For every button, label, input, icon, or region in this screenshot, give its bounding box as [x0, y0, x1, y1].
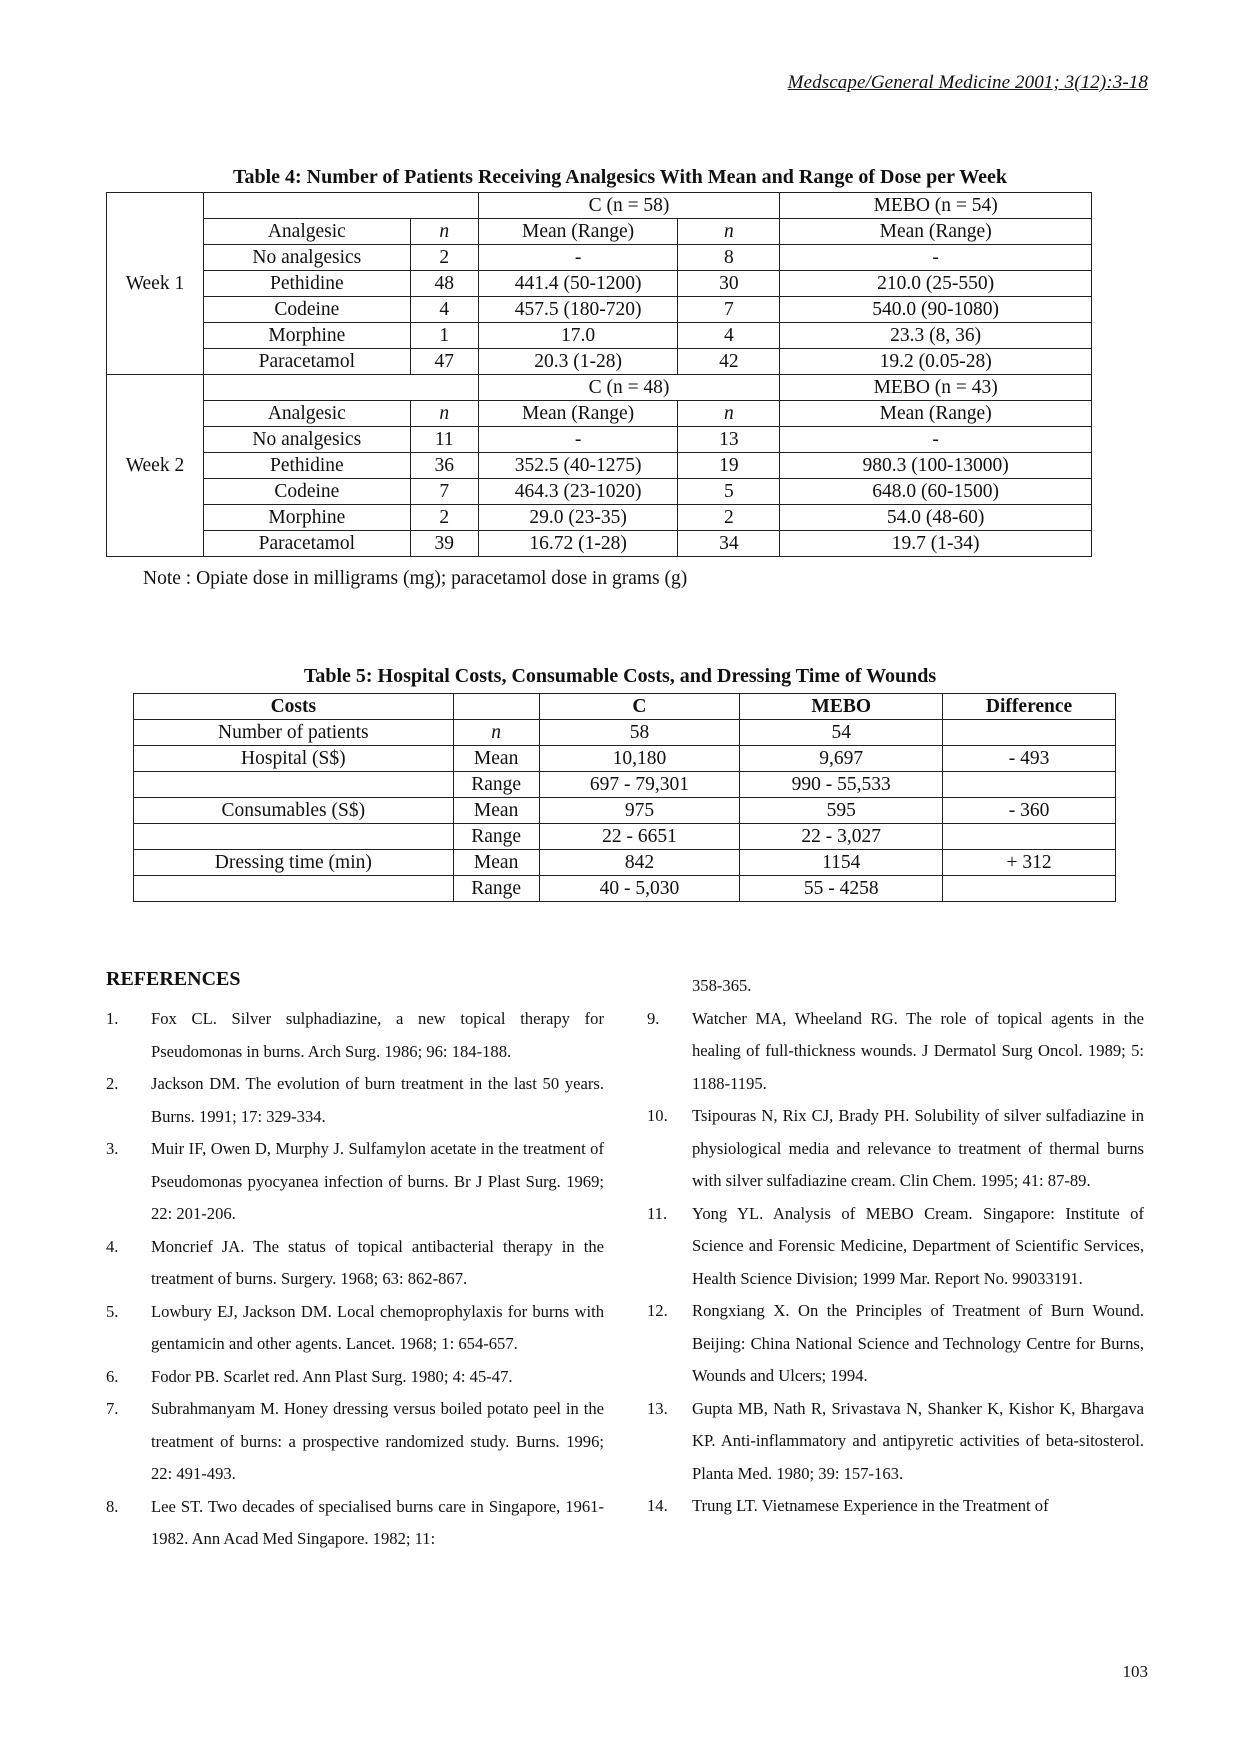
table-row	[107, 219, 1092, 245]
table-row	[107, 401, 1092, 427]
table-row	[107, 245, 1092, 271]
table-row	[107, 375, 1092, 401]
week-label: Week 1	[107, 193, 204, 375]
table-cell: 595	[740, 798, 943, 824]
table-cell: 1154	[740, 850, 943, 876]
reference-continuation	[647, 970, 1144, 1003]
table-cell: 17.0	[478, 323, 678, 349]
table-cell: 19.7 (1-34)	[780, 531, 1092, 557]
table-cell: - 360	[943, 798, 1116, 824]
week-label: Week 2	[107, 375, 204, 557]
reference-list	[647, 1003, 1144, 1523]
reference-text: Tsipouras N, Rix CJ, Brady PH. Solubility of silver sulfadiazine in physiological media and relevance to treatment of thermal burns with silver sulfadiazine cream. Clin Chem. 1995; 41: 87-89.	[692, 1106, 1144, 1190]
table-cell: 980.3 (100-13000)	[780, 453, 1092, 479]
table-cell: + 312	[943, 850, 1116, 876]
reference-text: Trung LT. Vietnamese Experience in the Treatment of	[692, 1496, 1049, 1515]
reference-number: 7.	[106, 1399, 119, 1418]
reference-text: Muir IF, Owen D, Murphy J. Sulfamylon acetate in the treatment of Pseudomonas pyocyanea infection of burns. Br J Plast Surg. 1969; 22: 201-206.	[151, 1139, 604, 1223]
table-cell: 11	[410, 427, 478, 453]
column-header: Analgesic	[203, 401, 410, 427]
table-cell: 842	[539, 850, 740, 876]
reference-number: 11.	[647, 1203, 668, 1223]
row-label: Hospital (S$)	[134, 746, 454, 772]
table-cell: 7	[410, 479, 478, 505]
reference-item	[106, 1068, 604, 1133]
column-header	[453, 694, 539, 720]
table-cell: 990 - 55,533	[740, 772, 943, 798]
table-cell: 8	[678, 245, 780, 271]
reference-number: 8.	[106, 1496, 119, 1516]
table-cell: 975	[539, 798, 740, 824]
row-label	[134, 824, 454, 850]
table-cell: 2	[410, 505, 478, 531]
table-cell: 47	[410, 349, 478, 375]
reference-number: 9.	[647, 1008, 660, 1028]
reference-number: 12.	[647, 1301, 668, 1320]
table-cell: 22 - 6651	[539, 824, 740, 850]
reference-item	[647, 1003, 1144, 1101]
group-header-mebo: MEBO (n = 54)	[780, 193, 1092, 219]
row-label: Dressing time (min)	[134, 850, 454, 876]
table-row	[134, 824, 1116, 850]
table-cell: 40 - 5,030	[539, 876, 740, 902]
column-header: MEBO	[740, 694, 943, 720]
reference-item	[106, 1491, 604, 1556]
reference-item	[106, 1003, 604, 1068]
reference-number: 13.	[647, 1398, 668, 1418]
column-header: n	[410, 219, 478, 245]
table-cell: 352.5 (40-1275)	[478, 453, 678, 479]
table-cell: 697 - 79,301	[539, 772, 740, 798]
reference-number: 10.	[647, 1106, 668, 1125]
column-header: Mean (Range)	[478, 219, 678, 245]
table-cell: 464.3 (23-1020)	[478, 479, 678, 505]
reference-text: Lowbury EJ, Jackson DM. Local chemoprophylaxis for burns with gentamicin and other agents. Lancet. 1968; 1: 654-657.	[151, 1301, 604, 1353]
reference-item	[647, 1490, 1144, 1523]
table-cell: 42	[678, 349, 780, 375]
table-cell: 5	[678, 479, 780, 505]
journal-citation: Medscape/General Medicine 2001; 3(12):3-18	[787, 72, 1148, 93]
table-cell: 10,180	[539, 746, 740, 772]
table-row	[107, 323, 1092, 349]
analgesic-name: Pethidine	[203, 453, 410, 479]
table-cell	[943, 772, 1116, 798]
analgesic-name: Pethidine	[203, 271, 410, 297]
table-row	[134, 798, 1116, 824]
reference-text: Rongxiang X. On the Principles of Treatment of Burn Wound. Beijing: China National Science and Technology Centre for Burns, Wounds and Ulcers; 1994.	[692, 1301, 1144, 1385]
stat-label: Range	[453, 876, 539, 902]
table-cell: -	[478, 245, 678, 271]
table-cell: - 493	[943, 746, 1116, 772]
stat-label: Mean	[453, 798, 539, 824]
table-row	[107, 531, 1092, 557]
table-row	[134, 720, 1116, 746]
table-cell-empty	[203, 193, 478, 219]
table-cell: 36	[410, 453, 478, 479]
table4-title: Table 4: Number of Patients Receiving Analgesics With Mean and Range of Dose per Week	[232, 166, 1008, 188]
stat-label: Range	[453, 824, 539, 850]
table-cell: -	[780, 245, 1092, 271]
reference-item	[106, 1231, 604, 1296]
group-header-mebo: MEBO (n = 43)	[780, 375, 1092, 401]
stat-label: Range	[453, 772, 539, 798]
page-number: 103	[1122, 1662, 1148, 1681]
column-header: n	[410, 401, 478, 427]
table-cell: 23.3 (8, 36)	[780, 323, 1092, 349]
column-header: Difference	[943, 694, 1116, 720]
reference-item	[106, 1296, 604, 1361]
table-cell: 9,697	[740, 746, 943, 772]
table-header-row	[134, 694, 1116, 720]
reference-number: 2.	[106, 1074, 119, 1093]
reference-text: Fox CL. Silver sulphadiazine, a new topical therapy for Pseudomonas in burns. Arch Surg. 1986; 96: 184-188.	[151, 1009, 604, 1061]
table-row	[107, 427, 1092, 453]
table-row	[107, 479, 1092, 505]
analgesic-name: Codeine	[203, 297, 410, 323]
table-cell: -	[478, 427, 678, 453]
references-left-column	[106, 1003, 604, 1556]
reference-item	[647, 1100, 1144, 1198]
references-heading: REFERENCES	[106, 968, 241, 990]
table-row	[134, 746, 1116, 772]
stat-label: n	[453, 720, 539, 746]
table-cell: 210.0 (25-550)	[780, 271, 1092, 297]
table-cell: -	[780, 427, 1092, 453]
table-row	[107, 453, 1092, 479]
analgesic-name: Morphine	[203, 505, 410, 531]
table-row	[107, 349, 1092, 375]
table-row	[134, 850, 1116, 876]
reference-item	[106, 1361, 604, 1394]
analgesic-name: Paracetamol	[203, 531, 410, 557]
reference-number: 14.	[647, 1496, 668, 1515]
reference-text: Yong YL. Analysis of MEBO Cream. Singapore: Institute of Science and Forensic Medicine, Department of Scientific Services, Health Science Division; 1999 Mar. Report No. 99033191.	[692, 1203, 1144, 1288]
table5-title: Table 5: Hospital Costs, Consumable Costs, and Dressing Time of Wounds	[303, 665, 937, 687]
column-header: Mean (Range)	[478, 401, 678, 427]
table-cell	[943, 720, 1116, 746]
table-cell: 39	[410, 531, 478, 557]
table-cell: 4	[678, 323, 780, 349]
reference-text: Lee ST. Two decades of specialised burns care in Singapore, 1961-1982. Ann Acad Med Singapore. 1982; 11:	[151, 1496, 604, 1548]
reference-text: Subrahmanyam M. Honey dressing versus boiled potato peel in the treatment of burns: a prospective randomized study. Burns. 1996; 22: 491-493.	[151, 1399, 604, 1483]
row-label	[134, 876, 454, 902]
reference-text: Moncrief JA. The status of topical antibacterial therapy in the treatment of burns. Surgery. 1968; 63: 862-867.	[151, 1236, 604, 1288]
table-cell: 54.0 (48-60)	[780, 505, 1092, 531]
row-label	[134, 772, 454, 798]
table-cell: 19	[678, 453, 780, 479]
table-cell: 29.0 (23-35)	[478, 505, 678, 531]
column-header: Costs	[134, 694, 454, 720]
column-header: Mean (Range)	[780, 219, 1092, 245]
reference-text: Gupta MB, Nath R, Srivastava N, Shanker K, Kishor K, Bhargava KP. Anti-inflammatory and antipyretic activities of beta-sitosterol. Planta Med. 1980; 39: 157-163.	[692, 1398, 1144, 1483]
references-right-column	[647, 970, 1144, 1523]
reference-item	[647, 1198, 1144, 1296]
reference-item	[106, 1133, 604, 1231]
analgesic-name: No analgesics	[203, 245, 410, 271]
table-cell: 4	[410, 297, 478, 323]
reference-number: 6.	[106, 1366, 119, 1386]
reference-text: Jackson DM. The evolution of burn treatment in the last 50 years. Burns. 1991; 17: 329-334.	[151, 1074, 604, 1126]
table4	[106, 192, 1092, 557]
table-cell: 1	[410, 323, 478, 349]
table-cell: 648.0 (60-1500)	[780, 479, 1092, 505]
table-cell: 457.5 (180-720)	[478, 297, 678, 323]
analgesic-name: Codeine	[203, 479, 410, 505]
table-cell: 54	[740, 720, 943, 746]
table4-note: Note : Opiate dose in milligrams (mg); paracetamol dose in grams (g)	[143, 568, 688, 589]
table-cell: 30	[678, 271, 780, 297]
reference-text: Watcher MA, Wheeland RG. The role of topical agents in the healing of full-thickness wounds. J Dermatol Surg Oncol. 1989; 5: 1188-1195.	[692, 1008, 1144, 1093]
column-header: Mean (Range)	[780, 401, 1092, 427]
reference-number: 5.	[106, 1301, 119, 1321]
table-cell: 2	[410, 245, 478, 271]
group-header-c: C (n = 48)	[478, 375, 780, 401]
group-header-c: C (n = 58)	[478, 193, 780, 219]
analgesic-name: No analgesics	[203, 427, 410, 453]
table-cell: 34	[678, 531, 780, 557]
row-label: Number of patients	[134, 720, 454, 746]
row-label: Consumables (S$)	[134, 798, 454, 824]
reference-number: 3.	[106, 1139, 119, 1158]
table-cell: 7	[678, 297, 780, 323]
table-row	[107, 271, 1092, 297]
analgesic-name: Morphine	[203, 323, 410, 349]
table-row	[107, 193, 1092, 219]
table-cell	[943, 824, 1116, 850]
reference-number: 1.	[106, 1009, 119, 1028]
reference-text: Fodor PB. Scarlet red. Ann Plast Surg. 1980; 4: 45-47.	[151, 1366, 513, 1386]
stat-label: Mean	[453, 746, 539, 772]
table-row	[107, 505, 1092, 531]
reference-number: 4.	[106, 1236, 119, 1256]
table-row	[134, 772, 1116, 798]
table-cell: 13	[678, 427, 780, 453]
stat-label: Mean	[453, 850, 539, 876]
table-cell: 58	[539, 720, 740, 746]
column-header: C	[539, 694, 740, 720]
reference-text: 358-365.	[692, 976, 752, 995]
column-header: Analgesic	[203, 219, 410, 245]
table-row	[134, 876, 1116, 902]
column-header: n	[678, 401, 780, 427]
table-cell-empty	[203, 375, 478, 401]
table-cell: 48	[410, 271, 478, 297]
column-header: n	[678, 219, 780, 245]
table-cell	[943, 876, 1116, 902]
table-cell: 19.2 (0.05-28)	[780, 349, 1092, 375]
table-cell: 441.4 (50-1200)	[478, 271, 678, 297]
analgesic-name: Paracetamol	[203, 349, 410, 375]
table-cell: 540.0 (90-1080)	[780, 297, 1092, 323]
table-cell: 2	[678, 505, 780, 531]
reference-item	[647, 1393, 1144, 1491]
table-row	[107, 297, 1092, 323]
reference-item	[106, 1393, 604, 1491]
reference-item	[647, 1295, 1144, 1393]
table-cell: 16.72 (1-28)	[478, 531, 678, 557]
table5	[133, 693, 1116, 902]
table-cell: 20.3 (1-28)	[478, 349, 678, 375]
table-cell: 55 - 4258	[740, 876, 943, 902]
table-cell: 22 - 3,027	[740, 824, 943, 850]
